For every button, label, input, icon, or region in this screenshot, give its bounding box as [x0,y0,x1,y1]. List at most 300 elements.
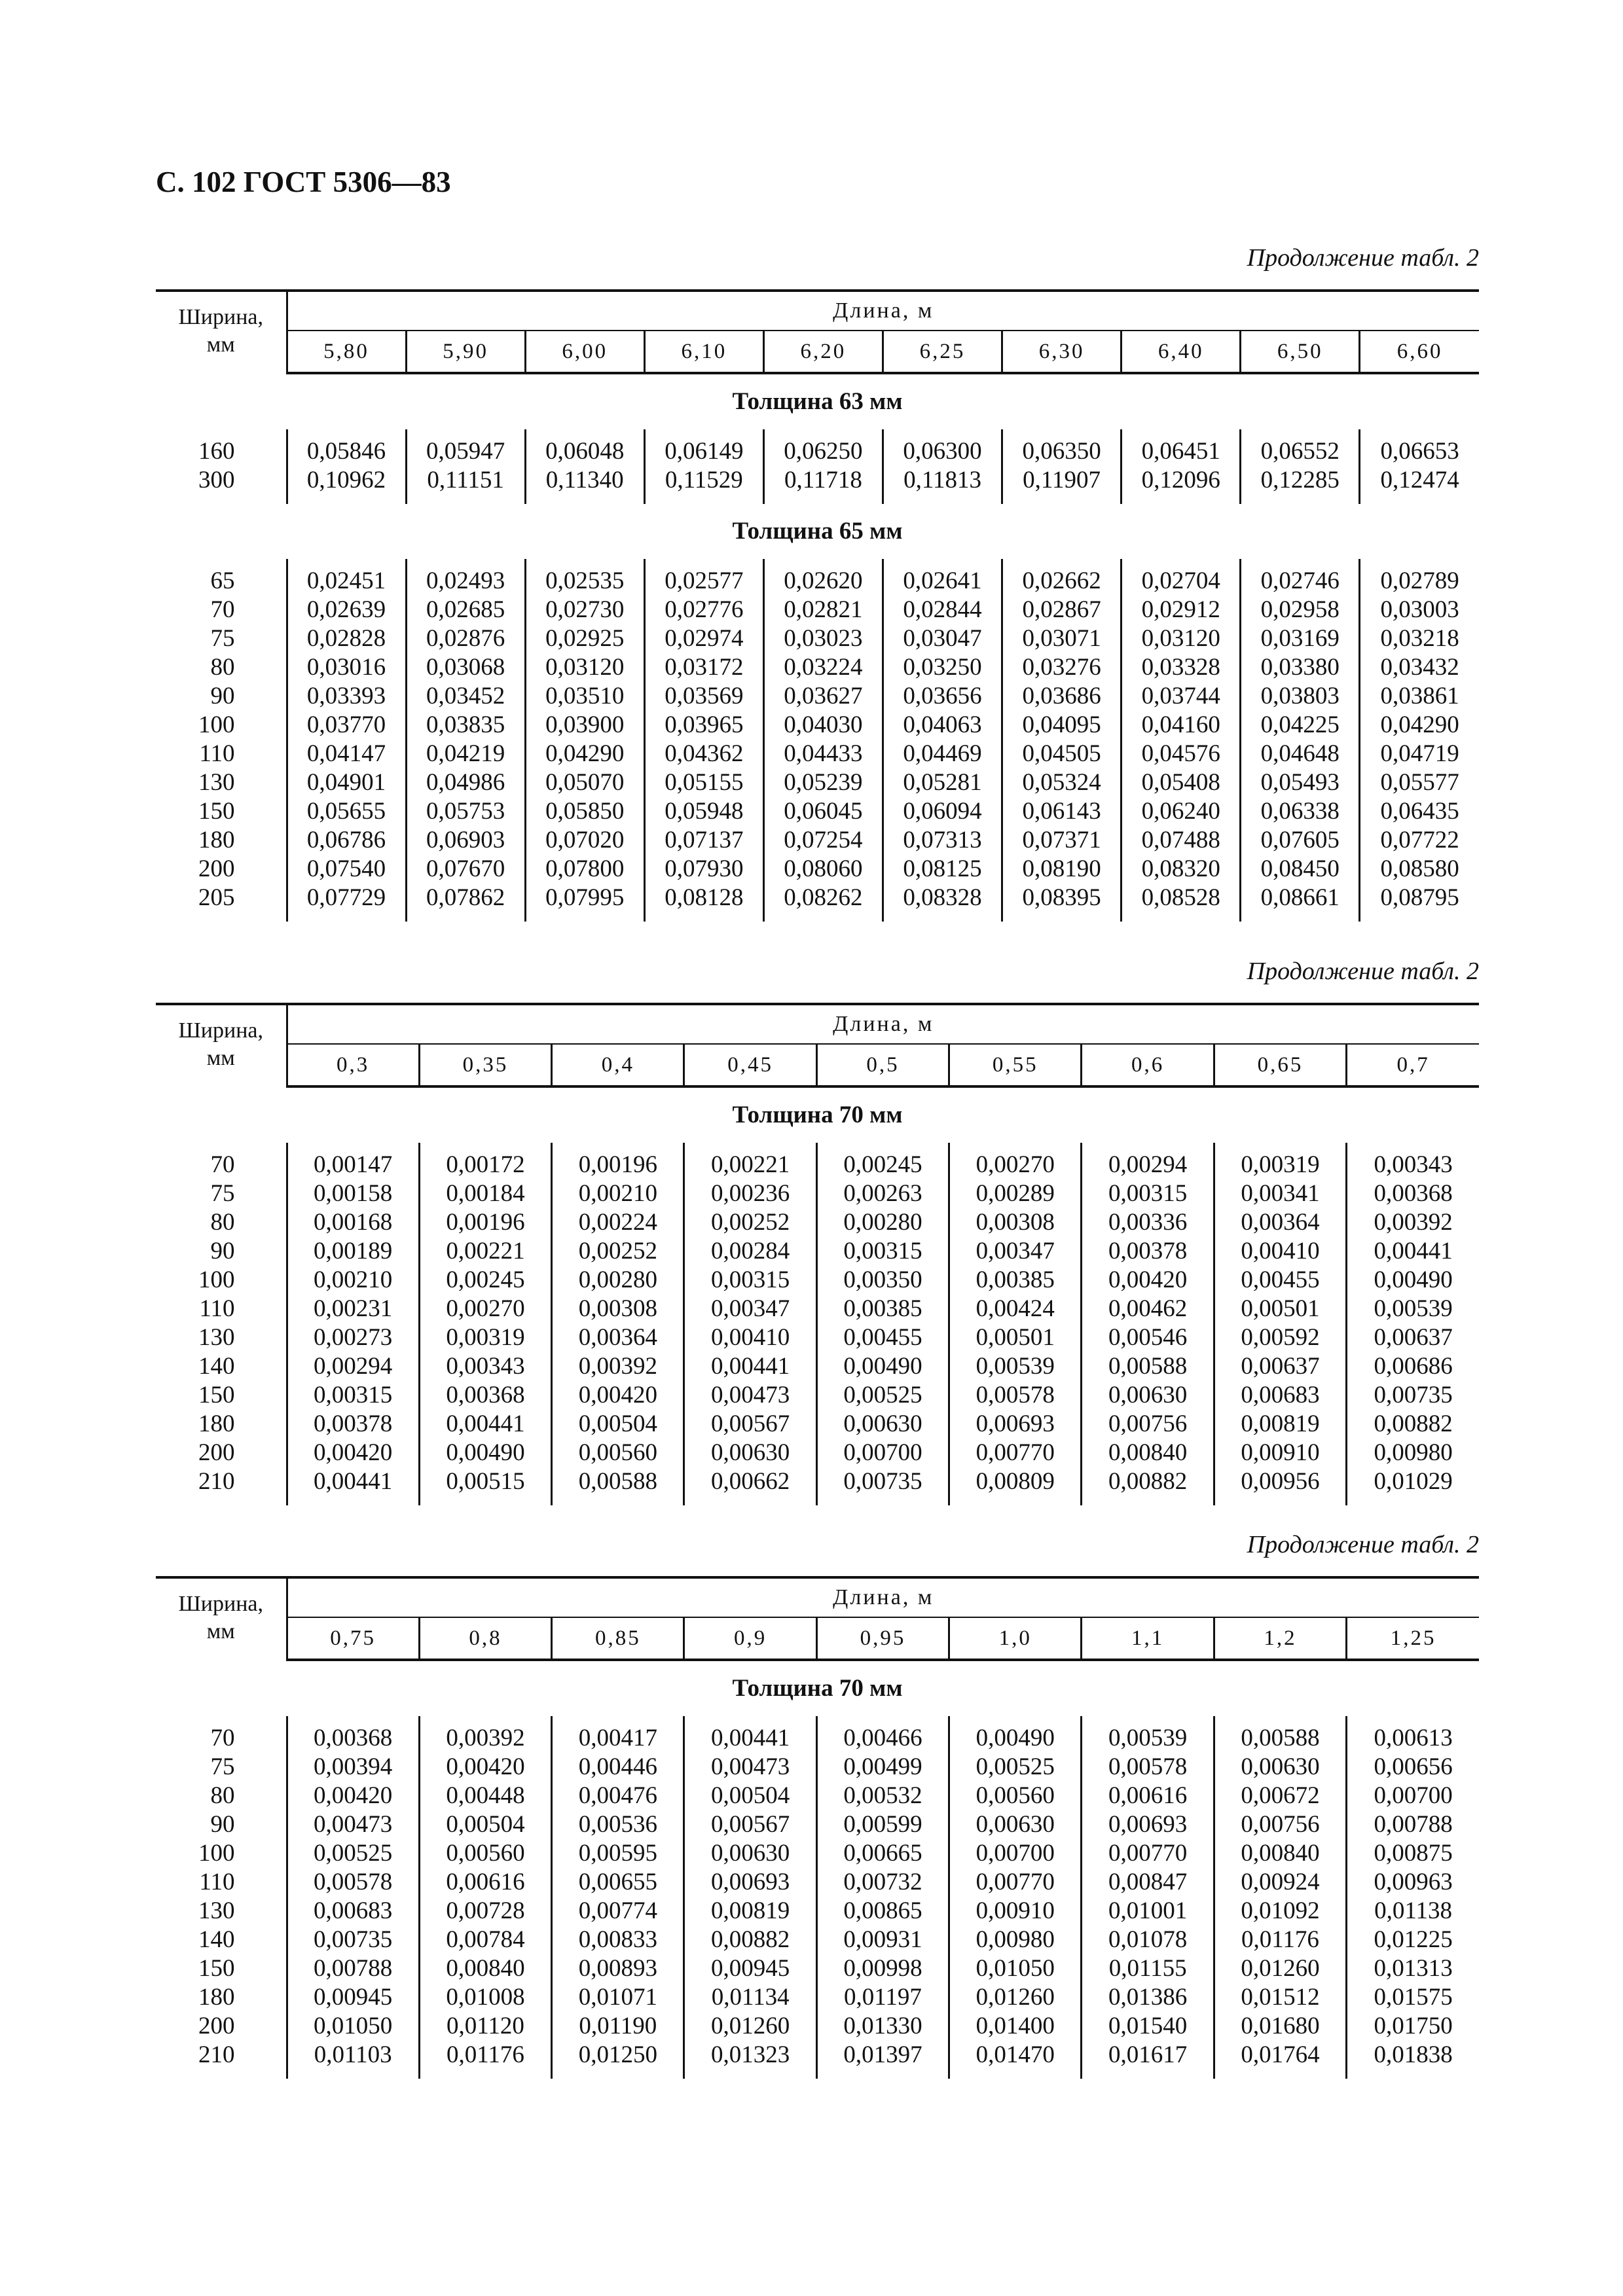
volume-cell: 0,04986 [406,768,525,797]
volume-cell: 0,04719 [1360,740,1479,768]
volume-cell: 0,01512 [1214,1983,1346,2012]
volume-cell: 0,00368 [419,1381,551,1410]
volume-table [156,1003,1479,1505]
width-cell: 80 [210,654,235,681]
volume-cell: 0,01250 [552,2041,684,2070]
volume-cell: 0,08190 [1002,855,1122,884]
width-cell: 90 [210,683,235,709]
thickness-heading: Толщина 65 мм [732,518,903,545]
volume-cell: 0,01103 [287,2041,419,2070]
volume-cell: 0,02912 [1122,596,1241,624]
volume-cell: 0,06143 [1002,797,1122,826]
volume-cell: 0,00392 [552,1352,684,1381]
volume-cell: 0,01120 [419,2012,551,2041]
volume-cell: 0,01134 [684,1983,816,2012]
volume-cell: 0,00499 [816,1753,949,1782]
volume-cell: 0,04901 [287,768,406,797]
table-row [156,1208,1479,1237]
volume-cell: 0,02641 [883,567,1002,596]
volume-cell: 0,00732 [816,1868,949,1897]
volume-cell: 0,00420 [287,1439,419,1467]
table-row [156,1237,1479,1266]
volume-cell: 0,01092 [1214,1897,1346,1926]
length-header: 6,25 [883,331,1002,373]
width-cell: 300 [198,467,235,493]
volume-cell: 0,00280 [552,1266,684,1295]
width-cell: 150 [198,798,235,825]
width-cell: 80 [210,1209,235,1236]
volume-cell: 0,00189 [287,1237,419,1266]
volume-cell: 0,07254 [763,826,883,855]
volume-cell: 0,00599 [816,1810,949,1839]
volume-cell: 0,00473 [287,1810,419,1839]
volume-cell: 0,02876 [406,624,525,653]
volume-cell: 0,00788 [287,1954,419,1983]
volume-cell: 0,00700 [1347,1782,1479,1810]
volume-cell: 0,00865 [816,1897,949,1926]
volume-cell: 0,00833 [552,1926,684,1954]
volume-cell: 0,02730 [525,596,644,624]
volume-cell: 0,08125 [883,855,1002,884]
volume-cell: 0,00998 [816,1954,949,1983]
table-row [156,653,1479,682]
volume-cell: 0,00410 [1214,1237,1346,1266]
volume-cell: 0,04290 [525,740,644,768]
volume-cell: 0,00501 [949,1323,1082,1352]
volume-cell: 0,05577 [1360,768,1479,797]
volume-cell: 0,00245 [419,1266,551,1295]
width-cell: 110 [199,1869,235,1895]
volume-cell: 0,00347 [684,1295,816,1323]
volume-cell: 0,12285 [1241,466,1360,495]
volume-cell: 0,00315 [287,1381,419,1410]
volume-cell: 0,00525 [287,1839,419,1868]
volume-cell: 0,00441 [684,1724,816,1753]
volume-cell: 0,00924 [1214,1868,1346,1897]
width-column-header: Ширина, мм [156,291,287,373]
width-cell: 150 [198,1382,235,1408]
table-row [156,1410,1479,1439]
volume-cell: 0,06653 [1360,437,1479,466]
volume-cell: 0,03047 [883,624,1002,653]
length-header: 6,00 [525,331,644,373]
volume-cell: 0,00336 [1082,1208,1214,1237]
volume-cell: 0,04362 [644,740,763,768]
volume-cell: 0,03169 [1241,624,1360,653]
volume-cell: 0,00315 [816,1237,949,1266]
volume-cell: 0,00840 [1214,1839,1346,1868]
volume-cell: 0,00147 [287,1151,419,1179]
length-header: 6,50 [1241,331,1360,373]
volume-cell: 0,01197 [816,1983,949,2012]
volume-cell: 0,08128 [644,884,763,912]
width-cell: 205 [198,884,235,911]
volume-cell: 0,07670 [406,855,525,884]
table-row [156,1868,1479,1897]
volume-cell: 0,02974 [644,624,763,653]
volume-cell: 0,06094 [883,797,1002,826]
volume-cell: 0,00385 [816,1295,949,1323]
volume-cell: 0,00343 [1347,1151,1479,1179]
volume-cell: 0,04469 [883,740,1002,768]
width-cell: 200 [198,2013,235,2039]
volume-cell: 0,00308 [552,1295,684,1323]
volume-cell: 0,02685 [406,596,525,624]
volume-cell: 0,01470 [949,2041,1082,2070]
length-group-header: Длина, м [287,1004,1479,1044]
volume-cell: 0,05655 [287,797,406,826]
volume-cell: 0,01078 [1082,1926,1214,1954]
width-cell: 210 [198,1468,235,1495]
volume-cell: 0,00693 [1082,1810,1214,1839]
volume-cell: 0,05324 [1002,768,1122,797]
volume-cell: 0,00945 [287,1983,419,2012]
volume-cell: 0,00665 [816,1839,949,1868]
volume-table [156,1576,1479,2079]
volume-cell: 0,00490 [419,1439,551,1467]
volume-cell: 0,04147 [287,740,406,768]
volume-cell: 0,00809 [949,1467,1082,1496]
volume-cell: 0,00347 [949,1237,1082,1266]
volume-cell: 0,00504 [552,1410,684,1439]
volume-cell: 0,01397 [816,2041,949,2070]
volume-cell: 0,06350 [1002,437,1122,466]
length-header: 1,0 [949,1617,1082,1660]
volume-cell: 0,08060 [763,855,883,884]
volume-cell: 0,01260 [1214,1954,1346,1983]
volume-cell: 0,02789 [1360,567,1479,596]
width-cell: 75 [210,625,235,652]
volume-cell: 0,01617 [1082,2041,1214,2070]
volume-cell: 0,00172 [419,1151,551,1179]
volume-cell: 0,00910 [1214,1439,1346,1467]
table-row [156,1381,1479,1410]
volume-cell: 0,00630 [684,1439,816,1467]
volume-cell: 0,05846 [287,437,406,466]
volume-cell: 0,05753 [406,797,525,826]
volume-cell: 0,07020 [525,826,644,855]
volume-cell: 0,00630 [684,1839,816,1868]
table-row [156,1439,1479,1467]
width-cell: 70 [210,596,235,623]
volume-cell: 0,00490 [949,1724,1082,1753]
volume-cell: 0,06250 [763,437,883,466]
volume-cell: 0,00683 [1214,1381,1346,1410]
table-row [156,1839,1479,1868]
volume-cell: 0,05850 [525,797,644,826]
volume-cell: 0,00616 [1082,1782,1214,1810]
volume-cell: 0,00756 [1214,1810,1346,1839]
volume-cell: 0,08795 [1360,884,1479,912]
volume-cell: 0,00473 [684,1753,816,1782]
volume-cell: 0,00294 [287,1352,419,1381]
thickness-heading: Толщина 70 мм [732,1102,903,1128]
volume-cell: 0,00560 [419,1839,551,1868]
volume-cell: 0,05070 [525,768,644,797]
volume-cell: 0,05947 [406,437,525,466]
width-cell: 70 [210,1151,235,1178]
volume-cell: 0,00441 [684,1352,816,1381]
volume-cell: 0,01330 [816,2012,949,2041]
volume-cell: 0,00420 [552,1381,684,1410]
volume-cell: 0,00368 [1347,1179,1479,1208]
volume-cell: 0,07862 [406,884,525,912]
volume-cell: 0,00637 [1214,1352,1346,1381]
volume-cell: 0,00417 [552,1724,684,1753]
volume-cell: 0,03900 [525,711,644,740]
width-cell: 65 [210,567,235,594]
volume-cell: 0,00630 [1214,1753,1346,1782]
volume-cell: 0,03003 [1360,596,1479,624]
data-table [156,289,1479,922]
volume-cell: 0,02776 [644,596,763,624]
volume-cell: 0,00536 [552,1810,684,1839]
length-header: 1,1 [1082,1617,1214,1660]
volume-cell: 0,00236 [684,1179,816,1208]
volume-cell: 0,00210 [287,1266,419,1295]
volume-cell: 0,04290 [1360,711,1479,740]
length-header: 0,8 [419,1617,551,1660]
volume-cell: 0,00774 [552,1897,684,1926]
volume-cell: 0,00980 [1347,1439,1479,1467]
width-cell: 75 [210,1180,235,1207]
volume-cell: 0,06240 [1122,797,1241,826]
volume-cell: 0,03068 [406,653,525,682]
table-row [156,1926,1479,1954]
volume-cell: 0,05281 [883,768,1002,797]
volume-cell: 0,00539 [949,1352,1082,1381]
table-caption: Продолжение табл. 2 [1247,958,1479,985]
volume-cell: 0,00364 [1214,1208,1346,1237]
table-caption: Продолжение табл. 2 [1247,244,1479,272]
volume-cell: 0,00270 [949,1151,1082,1179]
volume-cell: 0,08328 [883,884,1002,912]
volume-cell: 0,07488 [1122,826,1241,855]
volume-cell: 0,00686 [1347,1352,1479,1381]
volume-cell: 0,01400 [949,2012,1082,2041]
volume-cell: 0,03770 [287,711,406,740]
width-cell: 130 [198,769,235,796]
width-cell: 80 [210,1782,235,1809]
volume-cell: 0,00420 [287,1782,419,1810]
width-cell: 210 [198,2041,235,2068]
volume-cell: 0,03276 [1002,653,1122,682]
volume-cell: 0,00424 [949,1295,1082,1323]
width-cell: 200 [198,1439,235,1466]
volume-cell: 0,00343 [419,1352,551,1381]
volume-cell: 0,01050 [949,1954,1082,1983]
volume-cell: 0,03835 [406,711,525,740]
volume-cell: 0,00504 [684,1782,816,1810]
table-row [156,1467,1479,1496]
volume-cell: 0,00630 [1082,1381,1214,1410]
volume-cell: 0,03380 [1241,653,1360,682]
volume-cell: 0,00595 [552,1839,684,1868]
volume-cell: 0,00392 [419,1724,551,1753]
volume-cell: 0,00476 [552,1782,684,1810]
volume-cell: 0,08580 [1360,855,1479,884]
volume-cell: 0,00700 [949,1839,1082,1868]
volume-cell: 0,03071 [1002,624,1122,653]
volume-cell: 0,00819 [1214,1410,1346,1439]
volume-cell: 0,04095 [1002,711,1122,740]
volume-cell: 0,01176 [1214,1926,1346,1954]
volume-cell: 0,00882 [1347,1410,1479,1439]
volume-cell: 0,00882 [1082,1467,1214,1496]
volume-cell: 0,01155 [1082,1954,1214,1983]
data-table [156,1576,1479,2079]
length-header: 0,5 [816,1044,949,1086]
volume-cell: 0,03250 [883,653,1002,682]
width-cell: 150 [198,1955,235,1982]
table-row [156,437,1479,466]
volume-cell: 0,07995 [525,884,644,912]
volume-cell: 0,00875 [1347,1839,1479,1868]
volume-cell: 0,00446 [552,1753,684,1782]
length-header: 6,30 [1002,331,1122,373]
volume-cell: 0,00350 [816,1266,949,1295]
volume-cell: 0,02535 [525,567,644,596]
length-header: 0,85 [552,1617,684,1660]
volume-cell: 0,01260 [684,2012,816,2041]
volume-cell: 0,03432 [1360,653,1479,682]
volume-cell: 0,00168 [287,1208,419,1237]
volume-cell: 0,00578 [1082,1753,1214,1782]
volume-cell: 0,00735 [816,1467,949,1496]
width-cell: 130 [198,1897,235,1924]
volume-cell: 0,03016 [287,653,406,682]
volume-cell: 0,00546 [1082,1323,1214,1352]
table-row [156,797,1479,826]
volume-cell: 0,08528 [1122,884,1241,912]
table-row [156,1954,1479,1983]
volume-cell: 0,02620 [763,567,883,596]
volume-cell: 0,01323 [684,2041,816,2070]
volume-cell: 0,00735 [1347,1381,1479,1410]
length-header: 0,95 [816,1617,949,1660]
volume-cell: 0,00578 [287,1868,419,1897]
volume-cell: 0,00882 [684,1926,816,1954]
volume-cell: 0,04576 [1122,740,1241,768]
volume-cell: 0,00341 [1214,1179,1346,1208]
volume-cell: 0,00378 [287,1410,419,1439]
length-group-header: Длина, м [287,291,1479,331]
volume-cell: 0,00588 [1214,1724,1346,1753]
volume-cell: 0,00410 [684,1323,816,1352]
volume-cell: 0,11718 [763,466,883,495]
volume-cell: 0,00819 [684,1897,816,1926]
volume-cell: 0,12474 [1360,466,1479,495]
width-cell: 140 [198,1926,235,1953]
length-header: 0,3 [287,1044,419,1086]
volume-cell: 0,02844 [883,596,1002,624]
volume-cell: 0,05408 [1122,768,1241,797]
table-row [156,682,1479,711]
table-caption: Продолжение табл. 2 [1247,1531,1479,1558]
volume-cell: 0,07540 [287,855,406,884]
volume-cell: 0,00158 [287,1179,419,1208]
volume-cell: 0,06552 [1241,437,1360,466]
volume-cell: 0,05948 [644,797,763,826]
table-row [156,2041,1479,2070]
volume-cell: 0,04030 [763,711,883,740]
volume-cell: 0,03023 [763,624,883,653]
volume-cell: 0,00224 [552,1208,684,1237]
volume-cell: 0,04063 [883,711,1002,740]
table-row [156,1724,1479,1753]
length-header: 0,75 [287,1617,419,1660]
length-header: 5,90 [406,331,525,373]
volume-cell: 0,00525 [816,1381,949,1410]
volume-cell: 0,00893 [552,1954,684,1983]
volume-cell: 0,03393 [287,682,406,711]
table-row [156,1753,1479,1782]
volume-cell: 0,00945 [684,1954,816,1983]
volume-cell: 0,00910 [949,1897,1082,1926]
length-header: 0,65 [1214,1044,1346,1086]
volume-cell: 0,06149 [644,437,763,466]
length-header: 0,7 [1347,1044,1479,1086]
volume-cell: 0,06786 [287,826,406,855]
volume-cell: 0,00420 [419,1753,551,1782]
volume-cell: 0,00770 [949,1868,1082,1897]
length-header: 0,4 [552,1044,684,1086]
volume-cell: 0,00385 [949,1266,1082,1295]
volume-cell: 0,03656 [883,682,1002,711]
volume-cell: 0,01138 [1347,1897,1479,1926]
volume-cell: 0,06338 [1241,797,1360,826]
volume-cell: 0,00630 [949,1810,1082,1839]
length-header: 6,40 [1122,331,1241,373]
volume-cell: 0,04225 [1241,711,1360,740]
volume-cell: 0,11151 [406,466,525,495]
volume-cell: 0,00455 [816,1323,949,1352]
volume-cell: 0,01260 [949,1983,1082,2012]
volume-cell: 0,02451 [287,567,406,596]
volume-cell: 0,00770 [949,1439,1082,1467]
volume-cell: 0,00613 [1347,1724,1479,1753]
volume-cell: 0,08450 [1241,855,1360,884]
table-row [156,1179,1479,1208]
volume-cell: 0,03120 [525,653,644,682]
volume-cell: 0,01575 [1347,1983,1479,2012]
volume-cell: 0,00315 [684,1266,816,1295]
volume-cell: 0,00956 [1214,1467,1346,1496]
volume-cell: 0,01750 [1347,2012,1479,2041]
volume-cell: 0,00560 [949,1782,1082,1810]
width-cell: 75 [210,1753,235,1780]
volume-cell: 0,00221 [419,1237,551,1266]
volume-cell: 0,00308 [949,1208,1082,1237]
length-header: 6,60 [1360,331,1479,373]
volume-cell: 0,00592 [1214,1323,1346,1352]
width-cell: 180 [198,827,235,853]
volume-cell: 0,00294 [1082,1151,1214,1179]
volume-cell: 0,03965 [644,711,763,740]
table-row [156,2012,1479,2041]
volume-cell: 0,06435 [1360,797,1479,826]
volume-cell: 0,00616 [419,1868,551,1897]
volume-cell: 0,00364 [552,1323,684,1352]
width-cell: 70 [210,1725,235,1751]
volume-table [156,289,1479,922]
length-header: 0,6 [1082,1044,1214,1086]
width-cell: 100 [198,1840,235,1867]
length-group-header: Длина, м [287,1577,1479,1617]
table-row [156,884,1479,912]
table-row [156,1323,1479,1352]
table-row [156,1782,1479,1810]
